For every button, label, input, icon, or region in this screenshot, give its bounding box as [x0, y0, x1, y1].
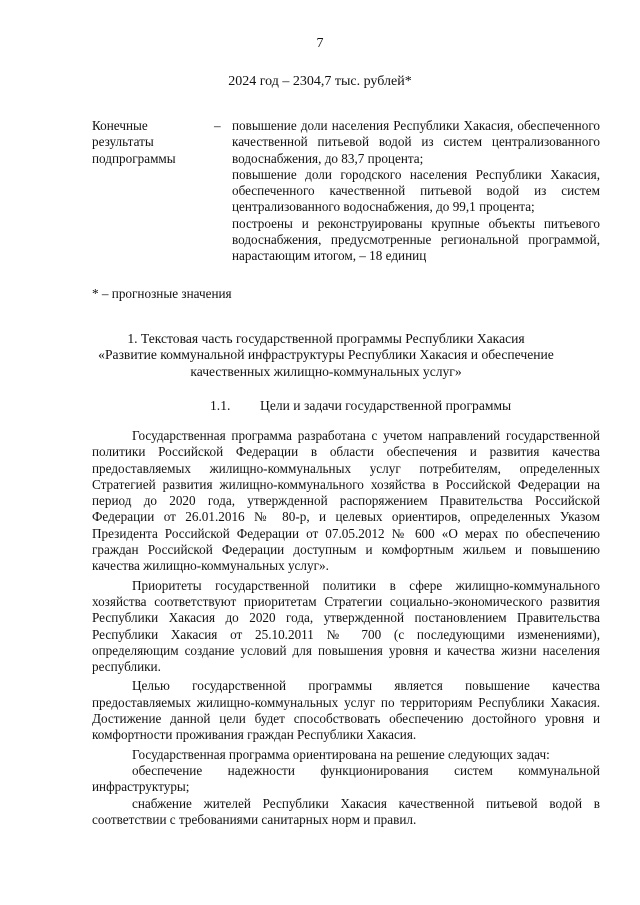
label-dash: –	[214, 118, 221, 133]
result-item: построены и реконструированы крупные объекты питьевого водоснабжения, предусмотренные региональной программой, нарастающим итогом, – 18 единиц	[232, 215, 600, 264]
label-line: подпрограммы	[92, 150, 176, 166]
body-text	[92, 428, 600, 828]
paragraph: Целью государственной программы является повышение качества предоставляемых жилищно-коммунальных услуг по территориям Республики Хакасия. Достижение данной цели будет способствовать обеспечению достойного уровня и комфортности проживания граждан Республики Хакасия.	[92, 678, 600, 743]
heading-line: 1. Текстовая часть государственной программы Республики Хакасия	[127, 331, 525, 346]
section-heading	[76, 331, 576, 380]
result-item: повышение доли населения Республики Хакасия, обеспеченного качественной питьевой водой из систем централизованного водоснабжения, до 83,7 процента;	[232, 118, 600, 166]
paragraph: снабжение жителей Республики Хакасия качественной питьевой водой в соответствии с требованиями санитарных норм и правил.	[92, 795, 600, 827]
heading-line: «Развитие коммунальной инфраструктуры Республики Хакасия и обеспечение	[98, 347, 554, 363]
funding-2024-line: 2024 год – 2304,7 тыс. рублей*	[228, 74, 412, 89]
paragraph: Приоритеты государственной политики в сфере жилищно-коммунального хозяйства соответствуют приоритетам Стратегии социально-экономического развития Республики Хакасия до 2020 года, утвержденной постановлением Правительства Республики Хакасия от 25.10.2011 № 700 (с последующими изменениями), определяющим создание условий для повышения уровня и качества жизни населения республики.	[92, 577, 600, 675]
heading-line: качественных жилищно-коммунальных услуг»	[190, 363, 462, 379]
paragraph: Государственная программа ориентирована на решение следующих задач:	[132, 746, 550, 762]
final-results-label	[92, 118, 212, 167]
result-item: повышение доли городского населения Республики Хакасия, обеспеченного качественной питьевой водой из систем централизованного водоснабжения, до 99,1 процента;	[232, 166, 600, 215]
final-results-items	[232, 118, 600, 265]
paragraph: обеспечение надежности функционирования систем коммунальной инфраструктуры;	[92, 762, 600, 795]
subsection-heading	[210, 398, 511, 414]
label-line: Конечные	[92, 118, 148, 133]
paragraph: Государственная программа разработана с учетом направлений государственной политики Российской Федерации в области обеспечения и развития качества предоставляемых жилищно-коммунальных услуг потребителям, определенных Стратегией развития жилищно-коммунального хозяйства в Российской Федерации на период до 2020 года, утвержденной распоряжением Правительства Российской Федерации от 26.01.2016 № 80-р, и целевых ориентиров, определенных Указом Президента Российской Федерации от 07.05.2012 № 600 «О мерах по обеспечению граждан Российской Федерации доступным и комфортным жильем и повышению качества жилищно-коммунальных услуг».	[92, 428, 600, 574]
subsection-title: Цели и задачи государственной программы	[260, 398, 512, 413]
subsection-number: 1.1.	[210, 398, 231, 413]
page-number: 7	[316, 36, 324, 51]
footnote: * – прогнозные значения	[92, 286, 232, 301]
label-line: результаты	[92, 134, 154, 150]
